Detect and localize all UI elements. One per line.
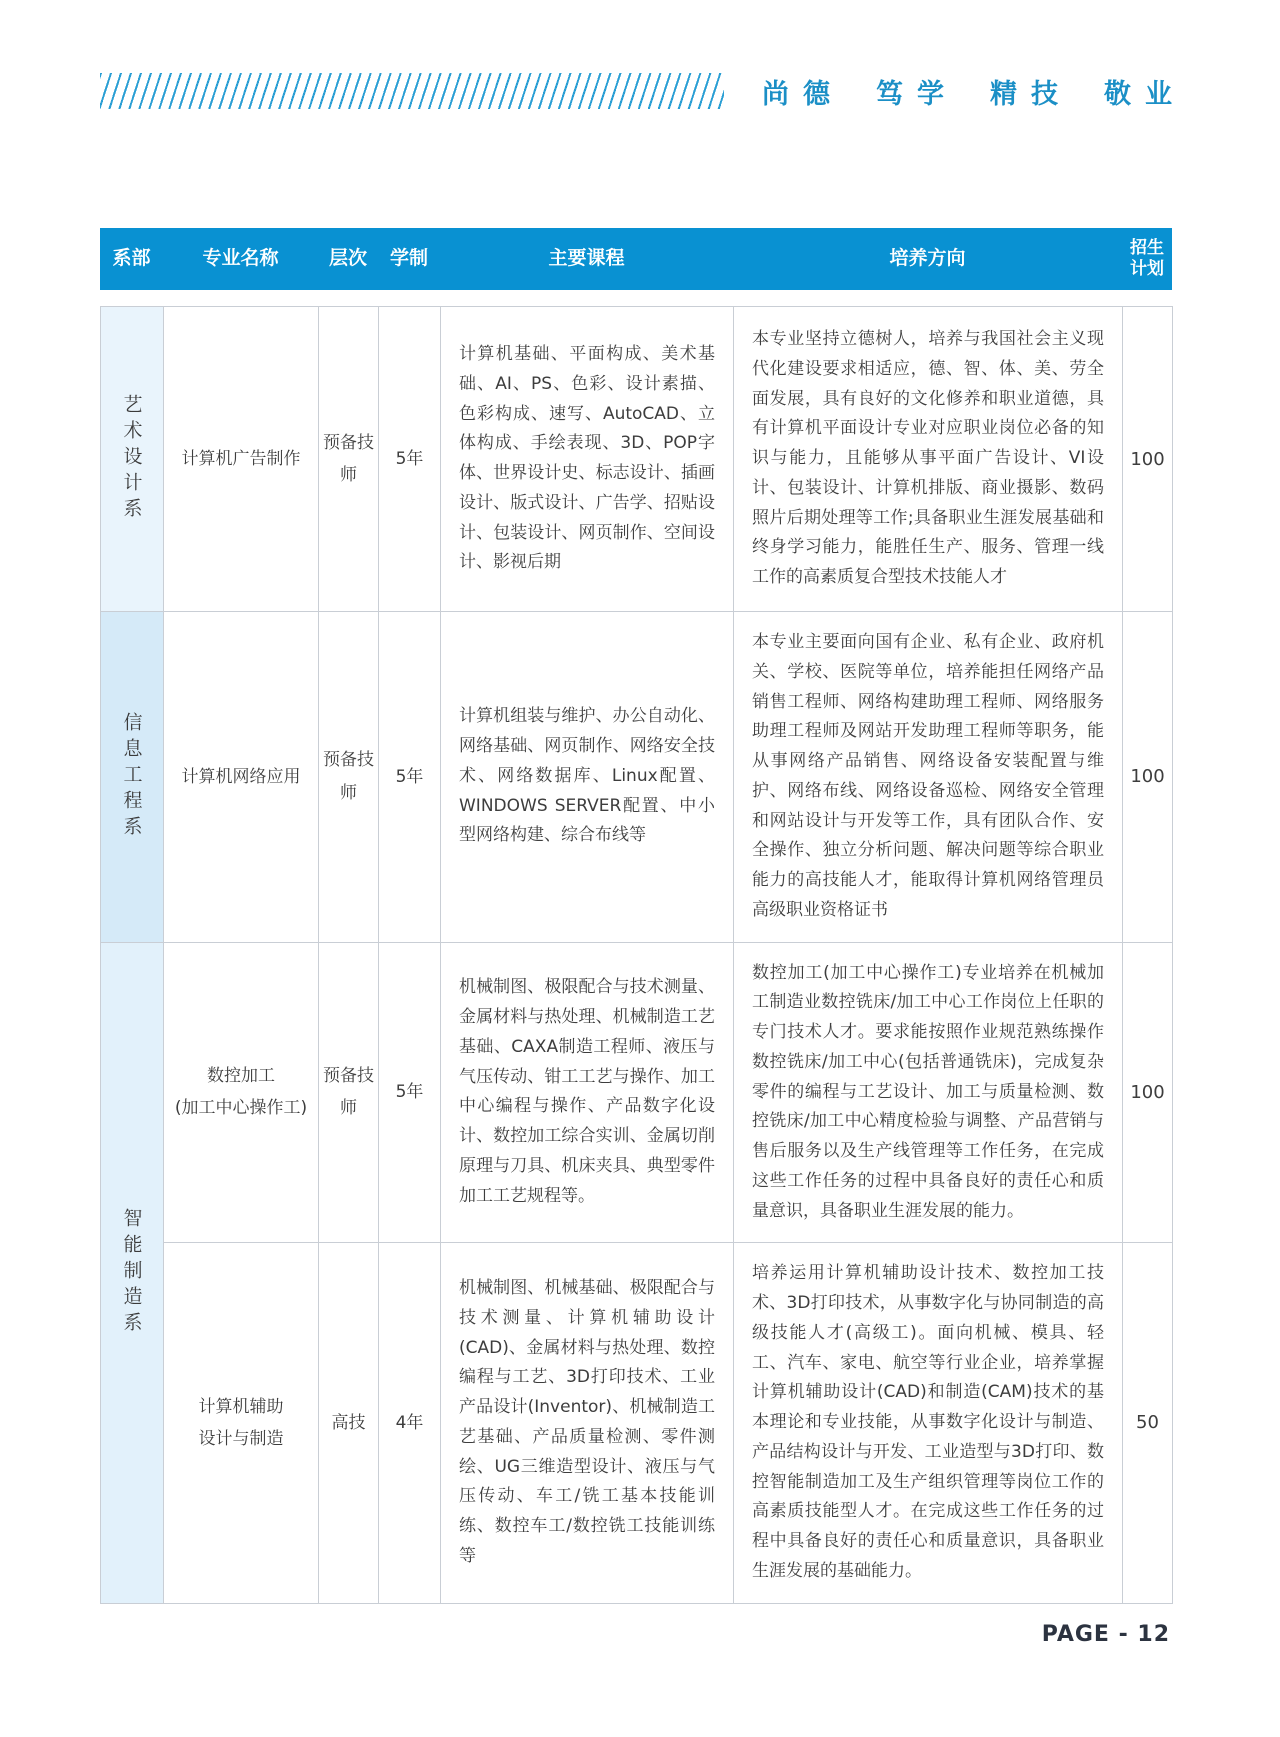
motto-word-jingye: 敬业 [1104, 78, 1186, 110]
duration-cell: 5年 [379, 612, 441, 943]
enrollment-plan-line2: 计划 [1130, 259, 1164, 279]
courses-cell: 机械制图、极限配合与技术测量、金属材料与热处理、机械制造工艺基础、CAXA制造工程师、液压与气压传动、钳工工艺与操作、加工中心编程与操作、产品数字化设计、数控加工综合实训、金属切削原理与刀具、机床夹具、典型零件加工工艺规程等。 [441, 942, 734, 1243]
courses-cell: 计算机组装与维护、办公自动化、网络基础、网页制作、网络安全技术、网络数据库、Linux配置、WINDOWS SERVER配置、中小型网络构建、综合布线等 [441, 612, 734, 943]
enrollment-plan-line1: 招生 [1130, 237, 1164, 258]
duration-cell: 4年 [379, 1243, 441, 1603]
major-cell [164, 1243, 319, 1603]
duration-cell: 5年 [379, 307, 441, 612]
school-motto [762, 72, 1186, 111]
column-header-dept: 系部 [112, 247, 151, 270]
dept-label: 艺术设计系 [120, 394, 143, 524]
level-cell: 预备技师 [319, 942, 379, 1243]
enrollment-plan-cell: 100 [1123, 612, 1173, 943]
courses-cell: 计算机基础、平面构成、美术基础、AI、PS、色彩、设计素描、色彩构成、速写、AutoCAD、立体构成、手绘表现、3D、POP字体、世界设计史、标志设计、插画设计、版式设计、广告学、招贴设计、包装设计、网页制作、空间设计、影视后期 [441, 307, 734, 612]
major-cell [164, 942, 319, 1243]
major-name-line: 数控加工 [207, 1066, 275, 1087]
column-header-duration: 学制 [389, 247, 428, 270]
column-header-direction: 培养方向 [889, 247, 966, 270]
level-cell: 预备技师 [319, 612, 379, 943]
major-name-line: 计算机网络应用 [181, 766, 301, 787]
top-decorative-band [100, 68, 1186, 114]
column-header-enrollment-plan [1122, 238, 1172, 281]
dept-cell-art-design [101, 307, 164, 612]
column-header-level: 层次 [328, 247, 367, 270]
motto-word-shangde: 尚德 [762, 78, 844, 110]
table-row [101, 307, 1173, 612]
major-name-line: 计算机辅助 [198, 1396, 284, 1417]
table-header-row [100, 228, 1172, 290]
direction-cell: 培养运用计算机辅助设计技术、数控加工技术、3D打印技术，从事数字化与协同制造的高级技能人才(高级工)。面向机械、模具、轻工、汽车、家电、航空等行业企业，培养掌握计算机辅助设计(CAD)和制造(CAM)技术的基本理论和专业技能，从事数字化设计与制造、产品结构设计与开发、工业造型与3D打印、数控智能制造加工及生产组织管理等岗位工作的高素质技能型人才。在完成这些工作任务的过程中具备良好的责任心和质量意识，具备职业生涯发展的基础能力。 [734, 1243, 1123, 1603]
direction-cell: 数控加工(加工中心操作工)专业培养在机械加工制造业数控铣床/加工中心工作岗位上任职的专门技术人才。要求能按照作业规范熟练操作数控铣床/加工中心(包括普通铣床)，完成复杂零件的编程与工艺设计、加工与质量检测、数控铣床/加工中心精度检验与调整、产品营销与售后服务以及生产线管理等工作任务，在完成这些工作任务的过程中具备良好的责任心和质量意识，具备职业生涯发展的能力。 [734, 942, 1123, 1243]
enrollment-plan-cell: 50 [1123, 1243, 1173, 1603]
dept-cell-intelligent-manufacturing [101, 942, 164, 1603]
direction-cell: 本专业主要面向国有企业、私有企业、政府机关、学校、医院等单位，培养能担任网络产品销售工程师、网络构建助理工程师、网络服务助理工程师及网站开发助理工程师等职务，能从事网络产品销售、网络设备安装配置与维护、网络布线、网络设备巡检、网络安全管理和网站设计与开发等工作，具有团队合作、安全操作、独立分析问题、解决问题等综合职业能力的高技能人才，能取得计算机网络管理员高级职业资格证书 [734, 612, 1123, 943]
level-cell: 预备技师 [319, 307, 379, 612]
duration-cell: 5年 [379, 942, 441, 1243]
column-header-courses: 主要课程 [548, 247, 625, 270]
table-row [101, 1243, 1173, 1603]
page-number: PAGE - 12 [1041, 1622, 1170, 1647]
slash-pattern-decoration [100, 73, 724, 109]
major-name-line: 计算机广告制作 [181, 448, 301, 469]
motto-word-jingji: 精技 [990, 78, 1072, 110]
courses-cell: 机械制图、机械基础、极限配合与技术测量、计算机辅助设计(CAD)、金属材料与热处理、数控编程与工艺、3D打印技术、工业产品设计(Inventor)、机械制造工艺基础、产品质量检测、零件测绘、UG三维造型设计、液压与气压传动、车工/铣工基本技能训练、数控车工/数控铣工技能训练等 [441, 1243, 734, 1603]
major-cell [164, 307, 319, 612]
table-row [101, 942, 1173, 1243]
table-row [101, 612, 1173, 943]
major-cell [164, 612, 319, 943]
dept-label: 信息工程系 [120, 711, 143, 842]
enrollment-plan-cell: 100 [1123, 942, 1173, 1243]
enrollment-plan-cell: 100 [1123, 307, 1173, 612]
dept-cell-information-engineering [101, 612, 164, 943]
major-name-line: (加工中心操作工) [174, 1098, 308, 1119]
major-name-line: 设计与制造 [198, 1428, 284, 1449]
programs-table [100, 228, 1172, 1604]
direction-cell: 本专业坚持立德树人，培养与我国社会主义现代化建设要求相适应，德、智、体、美、劳全面发展，具有良好的文化修养和职业道德，具有计算机平面设计专业对应职业岗位必备的知识与能力，且能够从事平面广告设计、VI设计、包装设计、计算机排版、商业摄影、数码照片后期处理等工作;具备职业生涯发展基础和终身学习能力，能胜任生产、服务、管理一线工作的高素质复合型技术技能人才 [734, 307, 1123, 612]
level-cell: 高技 [319, 1243, 379, 1603]
table-body [100, 306, 1173, 1604]
motto-word-duxue: 笃学 [876, 78, 958, 110]
column-header-major: 专业名称 [202, 247, 279, 270]
dept-label: 智能制造系 [120, 1207, 143, 1338]
